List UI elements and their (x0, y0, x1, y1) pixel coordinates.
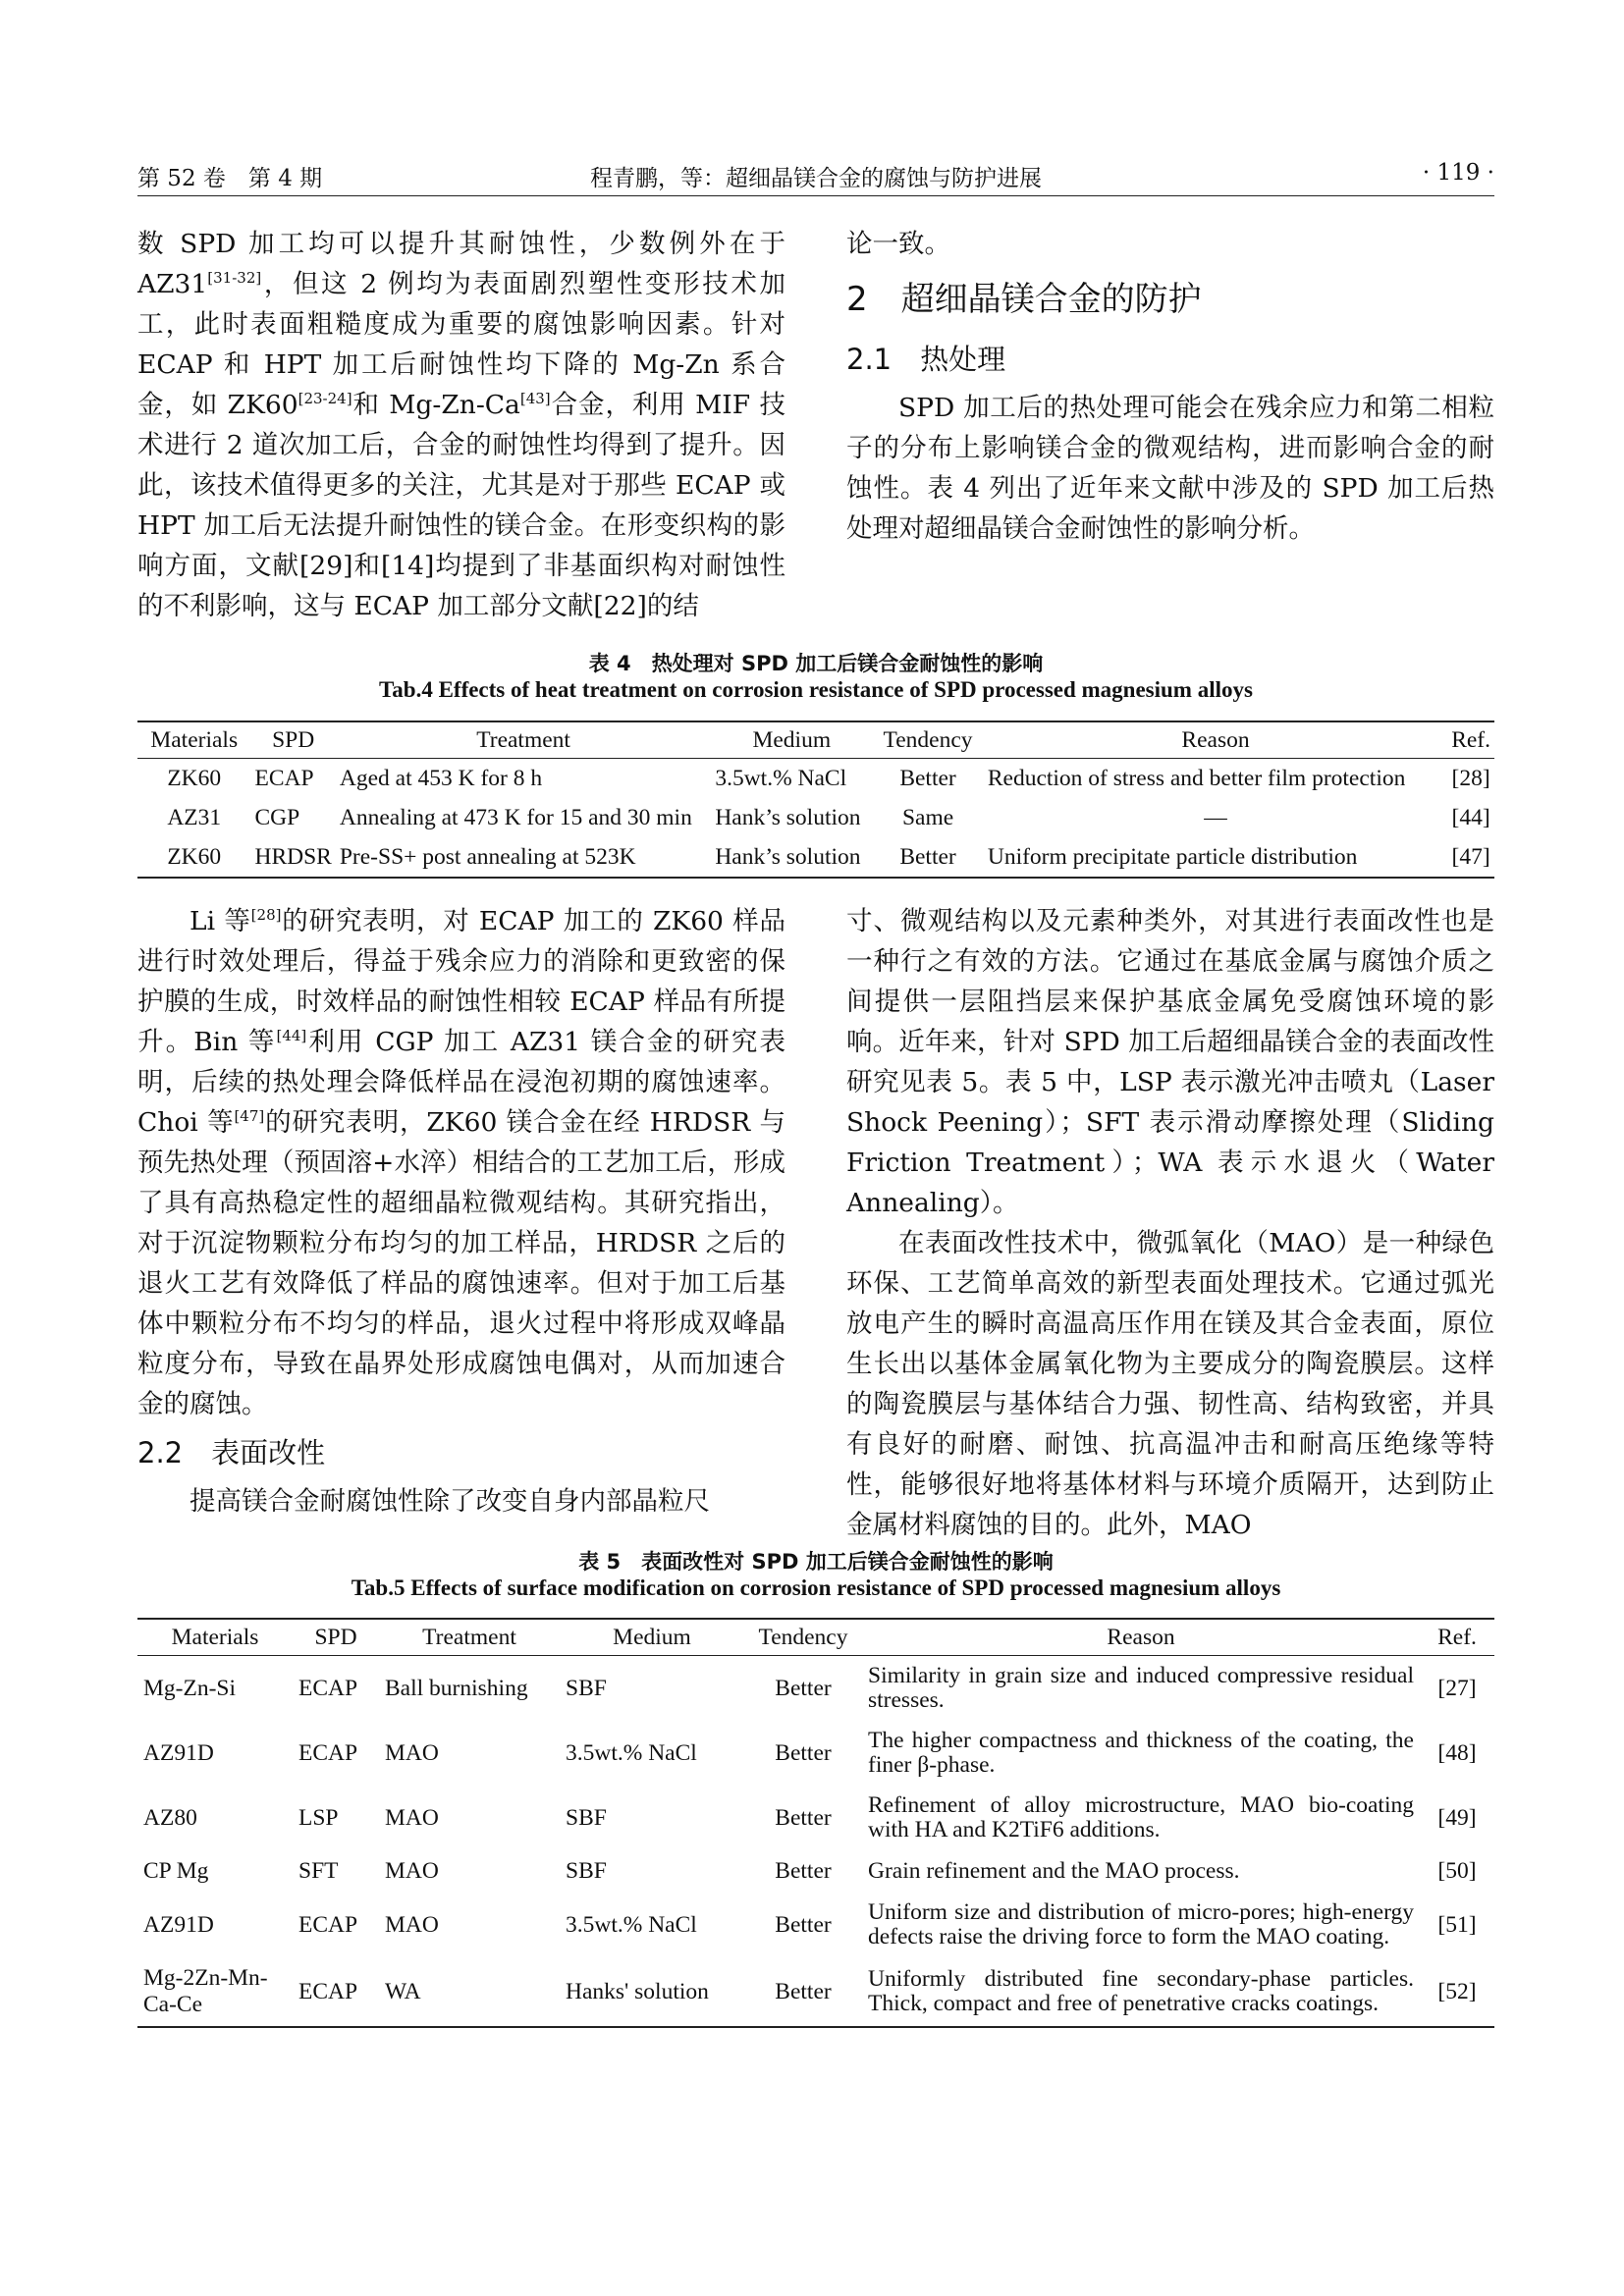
table5-header-ref: Ref. (1420, 1619, 1494, 1656)
page-number: · 119 · (1422, 160, 1494, 186)
middle-right-column (846, 901, 1494, 1545)
cell-treatment: WA (379, 1957, 560, 2027)
table5-header-treatment: Treatment (379, 1619, 560, 1656)
cell-materials: Mg-Zn-Si (143, 1675, 236, 1701)
table4-header-medium: Medium (711, 721, 872, 759)
subsection-2-1-paragraph: SPD 加工后的热处理可能会在残余应力和第二相粒子的分布上影响镁合金的微观结构，进而影响合金的耐蚀性。表 4 列出了近年来文献中涉及的 SPD 加工后热处理对超细晶镁合金耐蚀性的影响分析。 (846, 393, 1494, 544)
table4-header-row (137, 721, 1494, 759)
cell-spd: ECAP (298, 1675, 358, 1701)
cell-ref: [27] (1437, 1675, 1477, 1701)
cell-ref: [51] (1437, 1911, 1477, 1938)
cell-spd: HRDSR (250, 837, 335, 878)
table4-header-materials: Materials (137, 721, 250, 759)
cell-reason: Uniform precipitate particle distribution (984, 837, 1447, 878)
cell-spd: ECAP (254, 765, 314, 791)
table5-header-tendency: Tendency (744, 1619, 862, 1656)
cell-tendency: Better (775, 1911, 832, 1938)
cell-ref: [52] (1420, 1957, 1494, 2027)
table4-caption-en: Tab.4 Effects of heat treatment on corrosion resistance of SPD processed magnesium alloys (379, 677, 1253, 702)
table4-caption-cn: 表 4 热处理对 SPD 加工后镁合金耐蚀性的影响 (588, 652, 1044, 675)
cell-tendency: Better (744, 1957, 862, 2027)
cell-reason: Uniformly distributed fine secondary-phase particles. Thick, compact and free of penetrative cracks coatings. (862, 1957, 1420, 2027)
table5-header-materials: Materials (137, 1619, 293, 1656)
cell-medium: 3.5wt.% NaCl (566, 1739, 697, 1766)
citation-superscript: [44] (276, 1027, 307, 1044)
paragraph-heat-treatment-review: Li 等[28]的研究表明，对 ECAP 加工的 ZK60 样品进行时效处理后，得益于残余应力的消除和更致密的保护膜的生成，时效样品的耐蚀性相较 ECAP 样品有所提升。Bin 等[44]利用 CGP 加工 AZ31 镁合金的研究表明，后续的热处理会降低样品在浸泡初期的腐蚀速率。Choi 等[47]的研究表明，ZK60 镁合金在经 HRDSR 与预先热处理（预固溶+水淬）相结合的工艺加工后，形成了具有高热稳定性的超细晶粒微观结构。其研究指出，对于沉淀物颗粒分布均匀的加工样品，HRDSR 之后的退火工艺有效降低了样品的腐蚀速率。但对于加工后基体中颗粒分布不均匀的样品，退火过程中将形成双峰晶粒度分布，导致在晶界处形成腐蚀电偶对，从而加速合金的腐蚀。 (137, 906, 786, 1419)
table4-header-reason: Reason (984, 721, 1447, 759)
cell-medium: 3.5wt.% NaCl (715, 765, 847, 791)
table5-caption-en: Tab.5 Effects of surface modification on corrosion resistance of SPD processed magnesium alloys (351, 1575, 1281, 1600)
cell-materials: AZ91D (143, 1911, 214, 1938)
cell-tendency: Better (775, 1804, 832, 1831)
cell-reason: Similarity in grain size and induced compressive residual stresses. (868, 1663, 1414, 1713)
subsection-2-2-heading: 2.2 表面改性 (137, 1436, 326, 1469)
table-row (137, 1721, 1494, 1786)
citation-superscript: [43] (519, 390, 551, 407)
running-header (137, 160, 1494, 196)
table5-caption-cn: 表 5 表面改性对 SPD 加工后镁合金耐蚀性的影响 (578, 1550, 1054, 1574)
cell-medium: 3.5wt.% NaCl (566, 1911, 697, 1938)
cell-materials: Mg-2Zn-Mn-Ca-Ce (137, 1957, 293, 2027)
table-row (137, 1786, 1494, 1850)
top-left-column (137, 224, 785, 626)
cell-materials: CP Mg (143, 1858, 209, 1884)
cell-tendency: Better (872, 837, 984, 878)
table4-header-treatment: Treatment (336, 721, 711, 759)
cell-treatment: MAO (385, 1804, 439, 1831)
table4-header-ref: Ref. (1447, 721, 1494, 759)
table-row (137, 837, 1494, 878)
cell-spd: LSP (298, 1804, 339, 1831)
table5 (137, 1618, 1494, 2028)
cell-reason: — (1204, 804, 1227, 830)
table4-header-spd: SPD (250, 721, 335, 759)
paragraph-surface-modification-start: 提高镁合金耐腐蚀性除了改变自身内部晶粒尺 (189, 1486, 710, 1517)
cell-ref: [47] (1447, 837, 1494, 878)
cell-medium: Hanks' solution (560, 1957, 744, 2027)
table5-header-row (137, 1619, 1494, 1656)
cell-medium: SBF (566, 1858, 607, 1884)
journal-volume-issue: 第 52 卷 第 4 期 (137, 166, 323, 191)
cell-materials: ZK60 (167, 765, 222, 791)
cell-medium: SBF (566, 1675, 607, 1701)
cell-ref: [49] (1437, 1804, 1477, 1831)
table-row (137, 1850, 1494, 1893)
cell-medium: Hank’s solution (711, 837, 872, 878)
cell-treatment: MAO (385, 1858, 439, 1884)
cell-spd: SFT (298, 1858, 339, 1884)
paragraph-continuation: 数 SPD 加工均可以提升其耐蚀性，少数例外在于 AZ31[31-32]，但这 2 例均为表面剧烈塑性变形技术加工，此时表面粗糙度成为重要的腐蚀影响因素。针对 ECAP 和 HPT 加工后耐蚀性均下降的 Mg-Zn 系合金，如 ZK60[23-24]和 Mg-Zn-Ca[43]合金，利用 MIF 技术进行 2 道次加工后，合金的耐蚀性均得到了提升。因此，该技术值得更多的关注，尤其是对于那些 ECAP 或 HPT 加工后无法提升耐蚀性的镁合金。在形变织构的影响方面，文献[29]和[14]均提到了非基面织构对耐蚀性的不利影响，这与 ECAP 加工部分文献[22]的结 (137, 229, 785, 621)
cell-ref: [48] (1437, 1739, 1477, 1766)
cell-reason: Refinement of alloy microstructure, MAO bio-coating with HA and K2TiF6 additions. (868, 1792, 1414, 1842)
cell-tendency: Same (901, 804, 954, 830)
cell-treatment: Annealing at 473 K for 15 and 30 min (339, 804, 692, 830)
cell-treatment: Aged at 453 K for 8 h (339, 765, 543, 791)
table4 (137, 721, 1494, 879)
table5-header-medium: Medium (560, 1619, 744, 1656)
cell-materials: AZ80 (143, 1804, 197, 1831)
cell-spd: ECAP (298, 1739, 358, 1766)
cell-spd: ECAP (293, 1957, 379, 2027)
paragraph-end: 论一致。 (846, 229, 950, 259)
table-row (137, 1957, 1494, 2027)
cell-materials: AZ91D (143, 1739, 214, 1766)
cell-reason: Reduction of stress and better film protection (987, 765, 1406, 791)
cell-treatment: MAO (385, 1739, 439, 1766)
cell-tendency: Better (775, 1858, 832, 1884)
cell-tendency: Better (775, 1739, 832, 1766)
cell-spd: ECAP (298, 1911, 358, 1938)
cell-tendency: Better (899, 765, 956, 791)
cell-treatment: Ball burnishing (385, 1675, 528, 1701)
cell-tendency: Better (775, 1675, 832, 1701)
cell-materials: AZ31 (167, 804, 222, 830)
cell-reason: Uniform size and distribution of micro-pores; high-energy defects raise the driving force to form the MAO coating. (868, 1899, 1414, 1949)
table-row (137, 759, 1494, 799)
cell-ref: [28] (1451, 765, 1490, 791)
cell-reason: Grain refinement and the MAO process. (868, 1858, 1240, 1884)
cell-medium: Hank’s solution (715, 804, 861, 830)
table-row (137, 798, 1494, 837)
paragraph-surface-modification-cont: 寸、微观结构以及元素种类外，对其进行表面改性也是一种行之有效的方法。它通过在基底金属与腐蚀介质之间提供一层阻挡层来保护基底金属免受腐蚀环境的影响。近年来，针对 SPD 加工后超细晶镁合金的表面改性研究见表 5。表 5 中，LSP 表示激光冲击喷丸（Laser Shock Peening）；SFT 表示滑动摩擦处理（Sliding Friction Treatment）；WA 表示水退火（Water Annealing）。 (846, 906, 1494, 1218)
citation-superscript: [28] (250, 906, 282, 924)
cell-treatment: MAO (385, 1911, 439, 1938)
top-right-column (846, 224, 1494, 549)
table-row (137, 1893, 1494, 1957)
cell-treatment: Pre-SS+ post annealing at 523K (336, 837, 711, 878)
cell-ref: [44] (1451, 804, 1490, 830)
cell-medium: SBF (566, 1804, 607, 1831)
table-row (137, 1656, 1494, 1722)
citation-superscript: [23-24] (298, 390, 352, 407)
middle-left-column (137, 901, 785, 1522)
article-running-title: 程青鹏，等：超细晶镁合金的腐蚀与防护进展 (590, 166, 1042, 191)
cell-ref: [50] (1437, 1858, 1477, 1884)
table4-header-tendency: Tendency (872, 721, 984, 759)
subsection-2-1-heading: 2.1 热处理 (846, 343, 1006, 376)
paragraph-mao: 在表面改性技术中，微弧氧化（MAO）是一种绿色环保、工艺简单高效的新型表面处理技术。它通过弧光放电产生的瞬时高温高压作用在镁及其合金表面，原位生长出以基体金属氧化物为主要成分的陶瓷膜层。这样的陶瓷膜层与基体结合力强、韧性高、结构致密，并具有良好的耐磨、耐蚀、抗高温冲击和耐高压绝缘等特性，能够很好地将基体材料与环境介质隔开，达到防止金属材料腐蚀的目的。此外，MAO (846, 1228, 1494, 1540)
citation-superscript: [31-32] (207, 269, 262, 287)
citation-superscript: [47] (234, 1107, 265, 1125)
section-2-heading: 2 超细晶镁合金的防护 (846, 280, 1202, 319)
cell-reason: The higher compactness and thickness of the coating, the finer β-phase. (868, 1728, 1414, 1778)
cell-materials: ZK60 (137, 837, 250, 878)
table5-header-spd: SPD (293, 1619, 379, 1656)
cell-spd: CGP (254, 804, 300, 830)
table5-header-reason: Reason (862, 1619, 1420, 1656)
